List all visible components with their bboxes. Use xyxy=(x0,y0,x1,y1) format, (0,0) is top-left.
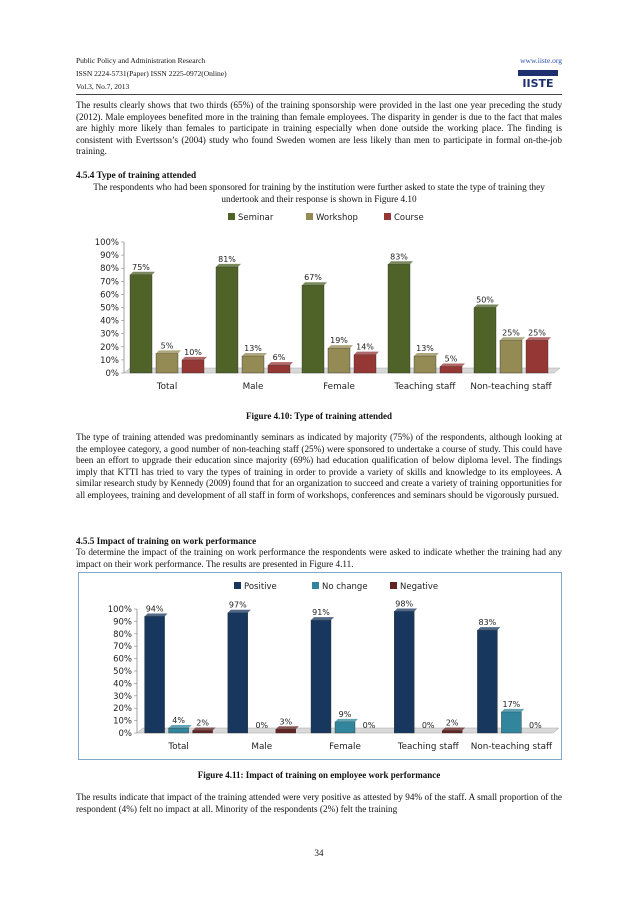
fig411-bar-2-1 xyxy=(335,722,355,733)
fig411-bar-top-1-2 xyxy=(276,726,299,729)
fig410-ytick-label-9: 90% xyxy=(100,251,119,262)
fig410-bar-top-4-2 xyxy=(526,337,551,340)
fig411-bar-0-2 xyxy=(193,731,213,733)
fig411-data-label-0-1: 4% xyxy=(172,716,185,726)
fig411-bar-1-2 xyxy=(276,729,296,733)
fig410-data-label-1-1: 13% xyxy=(244,343,262,353)
paragraph-4: To determine the impact of the training on work performance the respondents were asked to indicate whether the training had any impact on their work performance. The results are presented in Figure 4.11. xyxy=(76,547,562,569)
fig411-xtick-label-0: Total xyxy=(168,742,189,752)
fig411-ytick-label-5: 50% xyxy=(113,667,132,677)
fig410-ytick-label-0: 0% xyxy=(105,369,119,379)
fig411-bar-3-0 xyxy=(394,611,414,733)
figure-4-11-chart xyxy=(78,572,562,760)
fig410-data-label-2-2: 14% xyxy=(356,342,374,352)
fig410-bar-1-0 xyxy=(216,267,238,373)
fig410-ytick-label-2: 20% xyxy=(100,342,119,353)
fig411-bar-3-2 xyxy=(442,731,462,733)
fig411-data-label-1-2: 3% xyxy=(279,717,293,727)
paragraph-3: The type of training attended was predominantly seminars as indicated by majority (75%) of the respondents, although looking at the employee category, a good number of non-teaching staff (25%) were sponsored to undertake a course of study. This could have been an effort to upgrade their education since majority (69%) had education qualification of below diploma level. The findings imply that KTTI has tried to vary the types of training in order to provide a variety of skills and knowledge to its employees. A similar research study by Kennedy (2009) found that for an organization to succeed and create a variety of training opportunities for all employees, training and development of all staff in form of workshops, conferences and seminars should be vigorously pursued. xyxy=(76,432,562,500)
section-heading-4-5-4: 4.5.4 Type of training attended xyxy=(76,170,197,180)
fig410-bar-0-1 xyxy=(156,353,178,373)
fig410-bar-top-1-2 xyxy=(268,362,293,365)
fig410-data-label-1-0: 81% xyxy=(218,254,236,264)
fig410-bar-top-0-1 xyxy=(156,350,181,353)
fig410-bar-top-3-0 xyxy=(388,261,413,264)
fig410-xtick-label-0: Total xyxy=(156,382,178,392)
fig411-data-label-4-0: 83% xyxy=(478,618,497,628)
fig411-bar-top-0-0 xyxy=(145,613,168,616)
iiste-logo xyxy=(514,68,562,90)
fig410-bar-top-1-0 xyxy=(216,264,241,267)
fig410-bar-2-1 xyxy=(328,348,350,373)
issn-line: ISSN 2224-5731(Paper) ISSN 2225-0972(Online) xyxy=(76,69,227,78)
fig410-bar-3-0 xyxy=(388,264,410,373)
fig411-bar-top-1-0 xyxy=(228,610,251,613)
fig411-ytick-label-7: 70% xyxy=(113,642,132,653)
fig410-bar-top-3-2 xyxy=(440,363,465,366)
fig411-bar-2-0 xyxy=(311,620,331,733)
fig411-data-label-3-0: 98% xyxy=(395,599,414,609)
fig410-legend-label-0: Seminar xyxy=(238,213,274,223)
fig410-ytick-label-8: 80% xyxy=(100,264,119,275)
fig410-data-label-2-1: 19% xyxy=(330,336,348,346)
fig410-bar-top-0-2 xyxy=(182,357,207,360)
fig410-bar-4-1 xyxy=(500,340,522,373)
logo-text: IISTE xyxy=(522,77,554,90)
fig411-data-label-0-2: 2% xyxy=(196,718,209,728)
fig411-xtick-label-4: Non-teaching staff xyxy=(470,742,553,752)
fig410-bar-3-2 xyxy=(440,366,462,373)
fig411-ytick-label-4: 40% xyxy=(113,679,132,690)
fig410-bar-top-3-1 xyxy=(414,353,439,356)
fig411-bar-top-4-1 xyxy=(501,709,524,712)
fig411-legend-label-2: Negative xyxy=(400,582,439,592)
fig410-data-label-2-0: 67% xyxy=(304,273,322,283)
fig411-ytick-label-6: 60% xyxy=(113,654,132,665)
figure-4-10-chart xyxy=(76,207,562,403)
fig411-xtick-label-3: Teaching staff xyxy=(397,742,459,752)
fig411-bar-4-0 xyxy=(477,630,497,733)
paragraph-1: The results clearly shows that two thirds (65%) of the training sponsorship were provided in the last one year preceding the study (2012). Male employees benefited more in the training than female employees. The disparity in gender is due to the fact that males are highly more likely than females to participate in training especially when done outside the working place. The finding is consistent with Evertsson’s (2004) study who found Sweden women are less likely than men to participate in formal on-the-job training. xyxy=(76,100,562,157)
fig411-xtick-label-2: Female xyxy=(329,742,361,752)
fig411-ytick-label-1: 10% xyxy=(113,716,132,727)
fig411-bar-1-0 xyxy=(228,613,248,733)
fig411-legend-swatch-0 xyxy=(234,582,241,589)
fig410-ytick-label-6: 60% xyxy=(100,290,119,301)
fig410-bar-3-1 xyxy=(414,356,436,373)
fig411-ytick-label-3: 30% xyxy=(113,691,132,702)
fig410-ytick-label-5: 50% xyxy=(100,303,119,314)
fig411-bar-top-4-0 xyxy=(477,627,500,630)
fig410-bar-top-4-1 xyxy=(500,337,525,340)
fig411-bar-0-0 xyxy=(145,616,165,733)
fig410-legend-label-2: Course xyxy=(394,213,424,223)
figure-4-11-caption: Figure 4.11: Impact of training on employee work performance xyxy=(197,770,441,780)
fig411-bar-top-2-1 xyxy=(335,719,358,722)
fig410-bar-1-1 xyxy=(242,356,264,373)
fig411-bar-top-0-2 xyxy=(193,728,216,731)
fig411-data-label-2-1: 9% xyxy=(338,709,352,719)
fig410-legend-swatch-2 xyxy=(384,213,391,220)
fig410-ytick-label-1: 10% xyxy=(100,355,119,366)
fig411-legend-swatch-2 xyxy=(390,582,397,589)
fig411-bar-top-3-0 xyxy=(394,608,417,611)
fig410-bar-2-0 xyxy=(302,285,324,373)
page-number: 34 xyxy=(314,848,324,858)
fig411-data-label-2-2: 0% xyxy=(362,721,376,730)
fig411-bar-4-1 xyxy=(501,712,521,733)
fig410-data-label-0-0: 75% xyxy=(132,262,150,272)
fig410-data-label-0-2: 10% xyxy=(184,347,202,357)
fig410-legend-swatch-0 xyxy=(228,213,235,220)
journal-name: Public Policy and Administration Research xyxy=(76,56,206,65)
paragraph-5: The results indicate that impact of the training attended were very positive as attested by 94% of the staff. A small proportion of the respondent (4%) felt no impact at all. Minority of the respondents (2%) felt the training xyxy=(76,792,562,814)
fig411-data-label-3-1: 0% xyxy=(421,721,435,730)
figure-4-11-svg xyxy=(79,573,561,759)
header-rule xyxy=(76,94,562,95)
fig410-legend-swatch-1 xyxy=(306,213,313,220)
fig410-xtick-label-3: Teaching staff xyxy=(394,382,456,392)
fig411-ytick-label-8: 80% xyxy=(113,629,132,640)
fig411-legend-label-0: Positive xyxy=(244,582,277,592)
fig411-bar-0-1 xyxy=(169,728,189,733)
fig410-legend-label-1: Workshop xyxy=(316,213,358,223)
section-heading-4-5-5: 4.5.5 Impact of training on work performance xyxy=(76,536,257,546)
fig410-bar-4-2 xyxy=(526,340,548,373)
fig410-bar-top-0-0 xyxy=(130,272,155,275)
fig411-ytick-label-2: 20% xyxy=(113,704,132,715)
fig411-data-label-2-0: 91% xyxy=(312,608,330,618)
fig410-data-label-3-1: 13% xyxy=(416,343,434,353)
fig411-data-label-1-0: 97% xyxy=(228,600,247,610)
fig411-legend-swatch-1 xyxy=(312,582,319,589)
fig411-bar-top-3-2 xyxy=(442,728,465,731)
figure-4-10-svg xyxy=(76,207,562,403)
fig411-ytick-label-10: 100% xyxy=(107,605,132,615)
fig410-data-label-3-0: 83% xyxy=(390,252,408,262)
fig410-data-label-4-2: 25% xyxy=(528,328,546,338)
fig410-bar-top-2-2 xyxy=(354,352,379,355)
fig411-bar-top-0-1 xyxy=(169,725,192,728)
paragraph-2: The respondents who had been sponsored for training by the institution were further asked to state the type of training they undertook and their response is shown in Figure 4.10 xyxy=(93,182,545,204)
fig411-data-label-4-2: 0% xyxy=(529,721,542,730)
fig410-xtick-label-4: Non-teaching staff xyxy=(470,382,552,392)
fig410-bar-1-2 xyxy=(268,365,290,373)
fig410-bar-top-4-0 xyxy=(474,305,499,308)
fig410-ytick-label-3: 30% xyxy=(100,329,119,340)
fig411-ytick-label-9: 90% xyxy=(113,617,132,628)
fig411-legend-label-1: No change xyxy=(322,582,368,592)
fig411-ytick-label-0: 0% xyxy=(118,729,132,739)
journal-url[interactable]: www.iiste.org xyxy=(520,56,562,65)
fig411-data-label-1-1: 0% xyxy=(255,721,269,730)
fig410-bar-4-0 xyxy=(474,308,496,374)
fig411-bar-top-2-0 xyxy=(311,617,334,620)
fig411-xtick-label-1: Male xyxy=(251,742,273,752)
figure-4-10-caption: Figure 4.10: Type of training attended xyxy=(246,411,392,421)
volume-line: Vol.3, No.7, 2013 xyxy=(76,82,130,91)
fig410-bar-top-2-1 xyxy=(328,345,353,348)
fig410-bar-0-2 xyxy=(182,360,204,373)
fig410-xtick-label-1: Male xyxy=(242,382,264,392)
fig410-data-label-3-2: 5% xyxy=(444,354,458,364)
fig410-xtick-label-2: Female xyxy=(323,382,355,392)
fig410-data-label-0-1: 5% xyxy=(160,341,174,351)
fig410-data-label-4-1: 25% xyxy=(502,328,520,338)
fig411-data-label-3-2: 2% xyxy=(445,718,459,728)
fig410-data-label-1-2: 6% xyxy=(272,353,286,363)
fig410-bar-top-2-0 xyxy=(302,282,327,285)
fig410-ytick-label-4: 40% xyxy=(100,316,119,327)
fig411-data-label-0-0: 94% xyxy=(145,604,164,614)
fig410-bar-top-1-1 xyxy=(242,353,267,356)
fig410-data-label-4-0: 50% xyxy=(476,295,494,305)
fig411-data-label-4-1: 17% xyxy=(502,699,521,709)
fig410-bar-2-2 xyxy=(354,355,376,373)
fig410-ytick-label-10: 100% xyxy=(94,238,119,248)
fig410-bar-0-0 xyxy=(130,275,152,373)
fig410-ytick-label-7: 70% xyxy=(100,277,119,288)
